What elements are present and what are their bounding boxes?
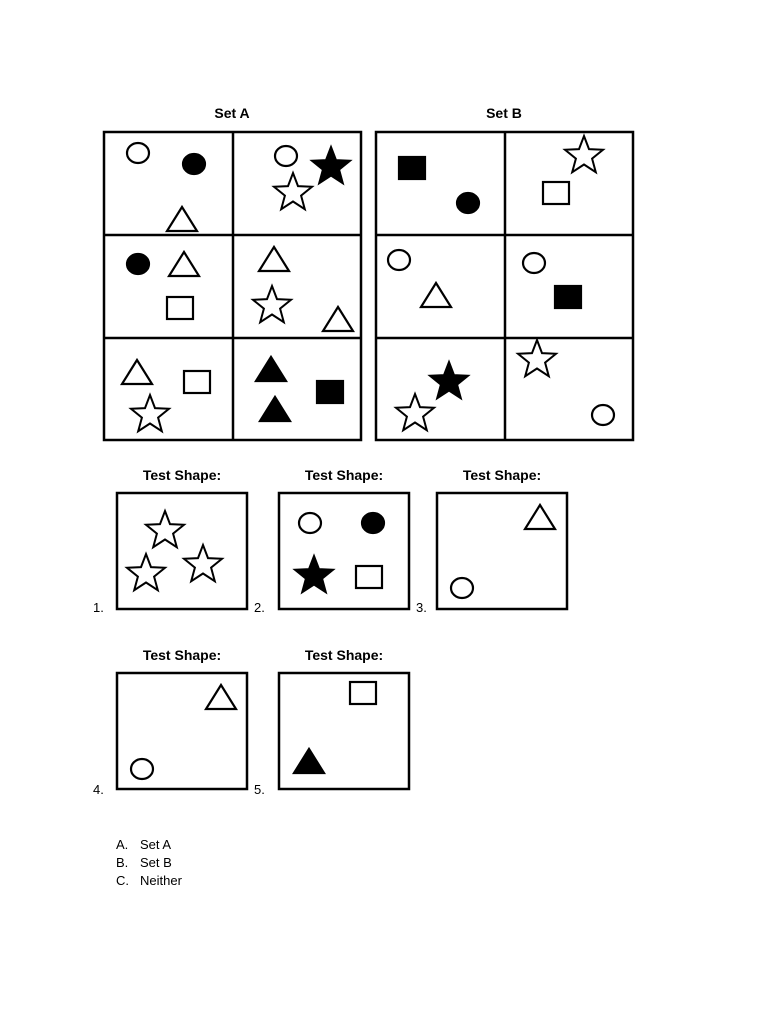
set-a-title: Set A [214, 105, 250, 121]
option-b[interactable] [116, 854, 182, 872]
option-c[interactable] [116, 872, 182, 890]
filled-triangle [294, 749, 324, 773]
filled-circle [127, 254, 149, 274]
filled-circle [457, 193, 479, 213]
filled-triangle [260, 397, 290, 421]
outline-circle [299, 513, 321, 533]
filled-star [430, 362, 468, 398]
outline-circle [131, 759, 153, 779]
answer-options [116, 836, 182, 890]
outline-square [356, 566, 382, 588]
outline-star [184, 545, 222, 581]
filled-circle [362, 513, 384, 533]
outline-circle [523, 253, 545, 273]
outline-triangle [167, 207, 197, 231]
outline-star [253, 286, 291, 322]
outline-triangle [421, 283, 451, 307]
outline-square [543, 182, 569, 204]
test-number-4: 4. [93, 782, 104, 797]
outline-triangle [323, 307, 353, 331]
outline-circle [275, 146, 297, 166]
test-label-3: Test Shape: [462, 467, 542, 483]
outline-triangle [169, 252, 199, 276]
outline-triangle [259, 247, 289, 271]
outline-triangle [122, 360, 152, 384]
outline-circle [127, 143, 149, 163]
test-number-1: 1. [93, 600, 104, 615]
test-number-3: 3. [416, 600, 427, 615]
filled-triangle [256, 357, 286, 381]
option-letter: B. [116, 855, 129, 870]
filled-star [295, 556, 333, 592]
outline-square [167, 297, 193, 319]
outline-star [131, 395, 169, 431]
filled-square [317, 381, 343, 403]
outline-square [184, 371, 210, 393]
test-number-2: 2. [254, 600, 265, 615]
outline-star [127, 554, 165, 590]
outline-star [146, 511, 184, 547]
test-label-4: Test Shape: [142, 647, 222, 663]
outline-triangle [206, 685, 236, 709]
outline-circle [592, 405, 614, 425]
filled-circle [183, 154, 205, 174]
outline-circle [451, 578, 473, 598]
outline-star [518, 340, 556, 376]
test-label-2: Test Shape: [304, 467, 384, 483]
option-letter: C. [116, 873, 129, 888]
option-letter: A. [116, 837, 129, 852]
filled-square [399, 157, 425, 179]
test-label-1: Test Shape: [142, 467, 222, 483]
test-box-2 [279, 493, 409, 609]
outline-star [274, 173, 312, 209]
set-b-title: Set B [486, 105, 522, 121]
option-text: Neither [140, 873, 182, 888]
filled-square [555, 286, 581, 308]
test-number-5: 5. [254, 782, 265, 797]
filled-star [312, 147, 350, 183]
outline-square [350, 682, 376, 704]
option-text: Set A [140, 837, 172, 852]
outline-circle [388, 250, 410, 270]
option-text: Set B [140, 855, 172, 870]
outline-star [565, 136, 603, 172]
outline-triangle [525, 505, 555, 529]
test-box-1 [117, 493, 247, 609]
test-label-5: Test Shape: [304, 647, 384, 663]
outline-star [396, 394, 434, 430]
option-a[interactable] [116, 836, 182, 854]
